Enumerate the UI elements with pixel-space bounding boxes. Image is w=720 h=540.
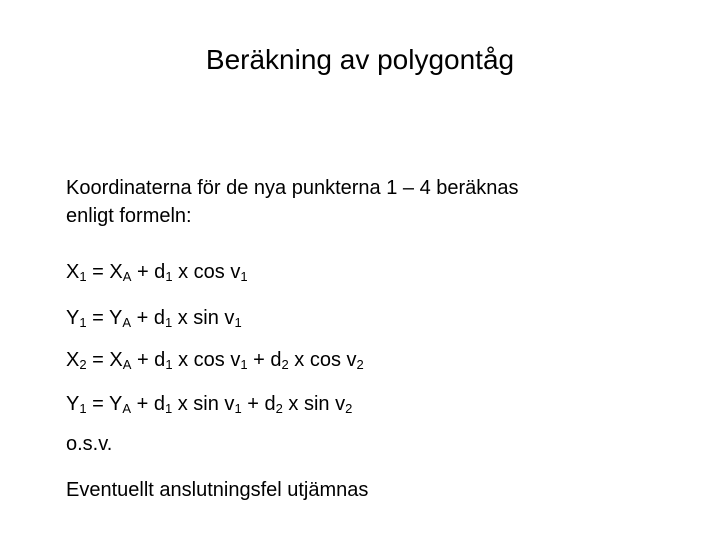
formula-subscript: 1 (164, 401, 173, 416)
formula-term: X (66, 261, 80, 283)
formula-subscript: 1 (165, 269, 173, 284)
intro-line-1: Koordinaterna för de nya punkterna 1 – 4 beräknas (66, 177, 519, 199)
formula-term: + d (131, 307, 165, 329)
formula-y1 (66, 304, 242, 332)
formula-term: = X (86, 261, 123, 283)
formula-subscript: 1 (79, 401, 87, 416)
formula-term: = Y (86, 307, 123, 329)
formula-subscript: 2 (275, 401, 283, 416)
formula-subscript: A (122, 315, 132, 330)
formula-x2 (66, 346, 364, 374)
formula-subscript: 2 (345, 401, 353, 416)
formula-subscript: 1 (240, 357, 248, 372)
formula-y2 (66, 390, 352, 418)
formula-term: Y (66, 307, 80, 329)
formula-term: + d (247, 349, 282, 371)
formula-term: Y (66, 393, 80, 415)
slide-title: Beräkning av polygontåg (205, 44, 515, 75)
etc-text: o.s.v. (66, 433, 113, 455)
formula-term: x cos v (172, 349, 241, 371)
formula-x1 (66, 258, 248, 286)
closing-text: Eventuellt anslutningsfel utjämnas (66, 479, 369, 501)
formula-subscript: 1 (234, 401, 242, 416)
formula-subscript: 1 (240, 269, 248, 284)
formula-subscript: 2 (356, 357, 364, 372)
formula-subscript: A (122, 401, 132, 416)
formula-term: x sin v (172, 307, 235, 329)
formula-term: x sin v (282, 393, 346, 415)
intro-text (66, 174, 676, 230)
formula-subscript: A (122, 357, 132, 372)
formula-term: + d (131, 349, 166, 371)
formula-subscript: 2 (79, 357, 87, 372)
formula-subscript: 1 (234, 315, 242, 330)
formula-subscript: 1 (165, 357, 173, 372)
formula-subscript: 1 (164, 315, 173, 330)
formula-term: X (66, 349, 80, 371)
formula-term: + d (131, 393, 165, 415)
slide-body (66, 174, 676, 501)
formula-term: + d (131, 261, 166, 283)
formula-term: + d (241, 393, 276, 415)
formula-term: = Y (86, 393, 123, 415)
intro-line-2: enligt formeln: (66, 205, 192, 227)
formula-term: = X (86, 349, 123, 371)
formula-subscript: 1 (79, 269, 87, 284)
formula-subscript: 2 (281, 357, 289, 372)
formula-subscript: 1 (79, 315, 87, 330)
formula-term: x cos v (288, 349, 357, 371)
formula-term: x cos v (172, 261, 241, 283)
formula-subscript: A (122, 269, 132, 284)
formula-term: x sin v (172, 393, 235, 415)
